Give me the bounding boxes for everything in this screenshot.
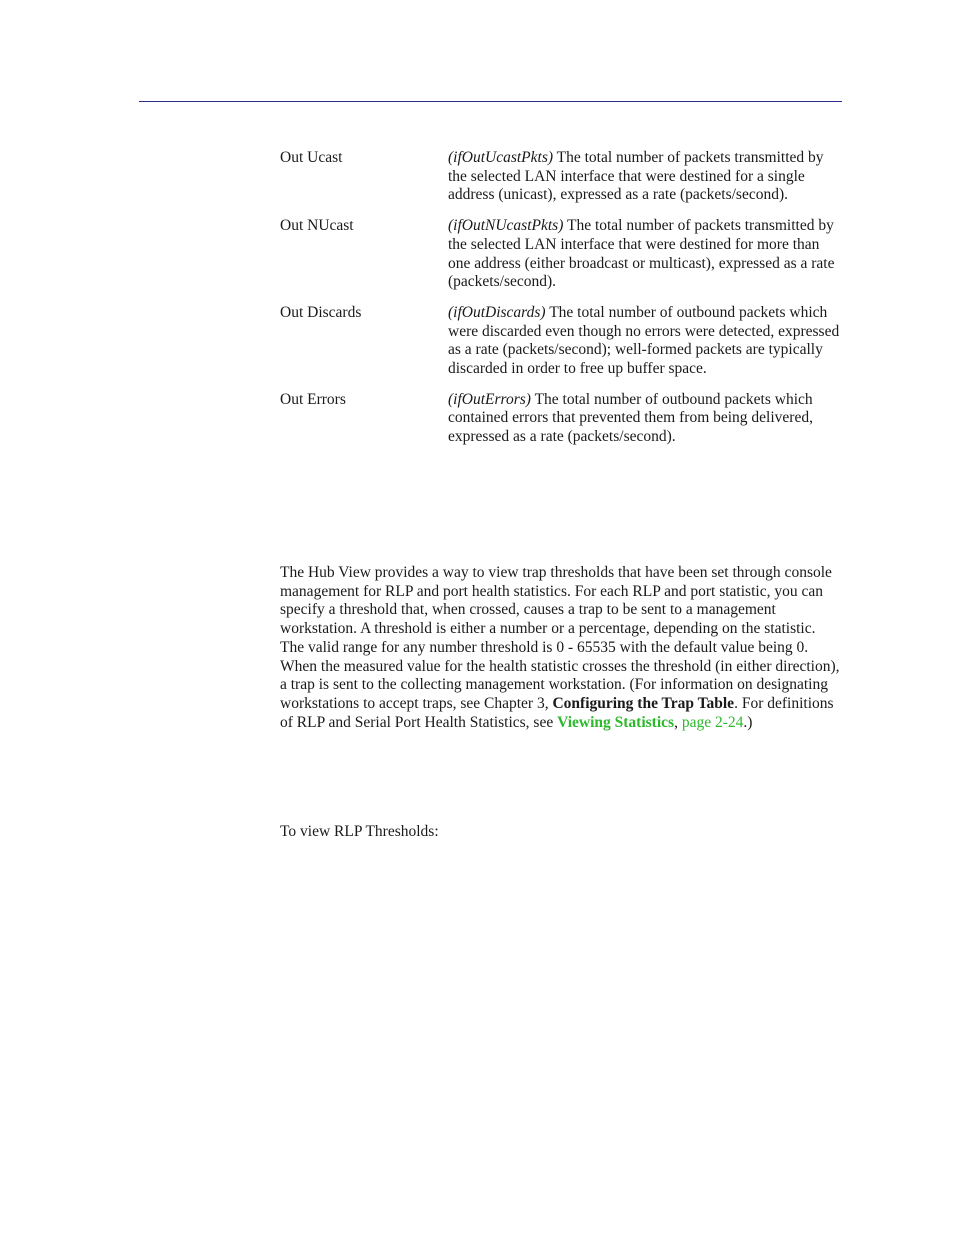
definition-term: Out Ucast (280, 149, 343, 166)
viewing-statistics-link[interactable]: Viewing Statistics (557, 713, 675, 731)
definition-row (280, 391, 842, 447)
paragraph-text: .) (743, 713, 753, 731)
definition-text: The total number of outbound packets which were discarded even though no errors were detected, expressed as a rate (packets/second); well-formed packets are typically discarded in order to free up buffer space. (448, 303, 840, 378)
definition-description (448, 149, 842, 205)
paragraph-text: . For definitions of RLP and Serial Port Health Statistics, see (280, 694, 834, 731)
mib-object-name: (ifOutNUcastPkts) (448, 217, 564, 235)
mib-object-name: (ifOutUcastPkts) (448, 149, 554, 166)
definition-row (280, 304, 842, 379)
chapter-reference: Configuring the Trap Table (552, 694, 735, 712)
definition-text: The total number of packets transmitted by the selected LAN interface that were destined for a single address (unicast), expressed as a rate (packets/second). (448, 149, 824, 204)
step-intro: To view RLP Thresholds: (280, 823, 439, 840)
definition-row (280, 149, 842, 205)
definition-row (280, 217, 842, 292)
definition-term: Out Errors (280, 390, 346, 408)
definition-description (448, 217, 842, 292)
mib-object-name: (ifOutDiscards) (448, 303, 546, 321)
definition-term: Out NUcast (280, 217, 354, 235)
definition-description (448, 304, 842, 379)
definition-text: The total number of outbound packets which contained errors that prevented them from being delivered, expressed as a rate (packets/second). (448, 390, 813, 446)
definition-text: The total number of packets transmitted by the selected LAN interface that were destined for more than one address (either broadcast or multicast), expressed as a rate (packets/second). (448, 217, 835, 291)
paragraph-text: , (674, 713, 682, 731)
mib-object-name: (ifOutErrors) (448, 390, 531, 408)
definition-description (448, 391, 842, 447)
header-rule (139, 101, 842, 102)
definition-list (280, 149, 842, 459)
paragraph-text: The Hub View provides a way to view trap thresholds that have been set through console management for RLP and port health statistics. For each RLP and port statistic, you can specify a threshold that, when crossed, causes a trap to be sent to a management workstation. A threshold is either a number or a percentage, depending on the statistic. The valid range for any number threshold is 0 - 65535 with the default value being 0. When the measured value for the health statistic crosses the threshold (in either direction), a trap is sent to the collecting management workstation. (For information on designating workstations to accept traps, see Chapter 3, (280, 564, 840, 712)
page-reference-link[interactable]: page 2-24 (681, 713, 744, 731)
thresholds-paragraph (280, 564, 842, 732)
definition-term: Out Discards (280, 303, 362, 321)
